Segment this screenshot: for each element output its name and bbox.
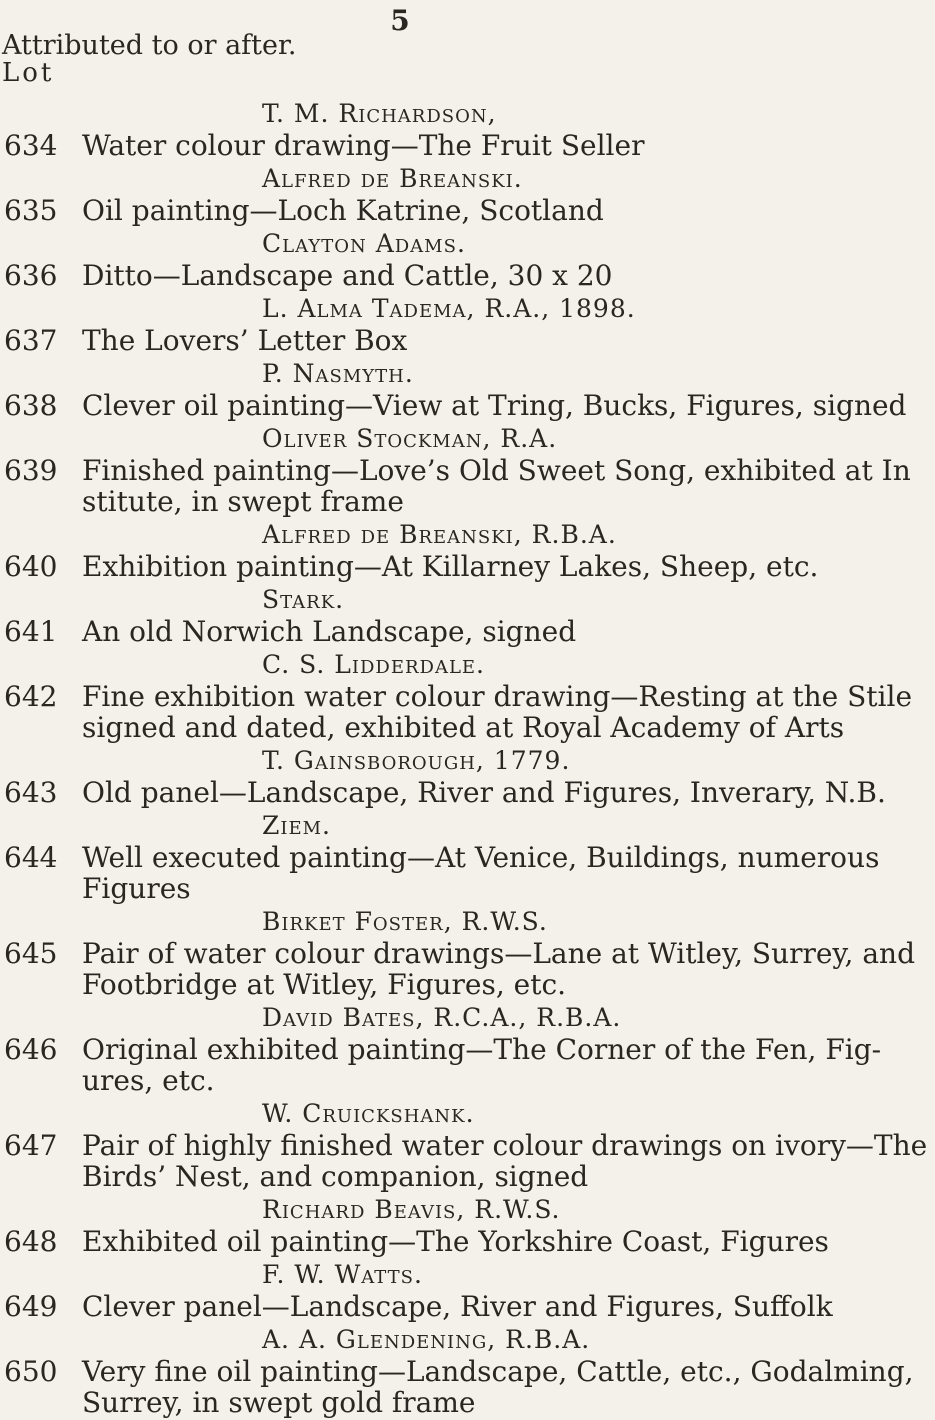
lot-description bbox=[82, 260, 800, 291]
description-line: signed and dated, exhibited at Royal Academy of Arts bbox=[82, 711, 845, 744]
description-line: Oil painting—Loch Katrine, Scotland bbox=[82, 194, 604, 227]
lot-entry bbox=[0, 163, 800, 226]
lot-description bbox=[82, 1291, 841, 1322]
lot-number: 648 bbox=[4, 1225, 58, 1258]
lot-description bbox=[82, 325, 800, 356]
artist-name: Alfred de Breanski, R.B.A. bbox=[262, 520, 617, 549]
description-line: ures, etc. bbox=[82, 1064, 215, 1097]
description-line: Original exhibited painting—The Corner of the Fen, Fig- bbox=[82, 1033, 882, 1066]
description-line: The Lovers’ Letter Box bbox=[82, 324, 408, 357]
description-line: Old panel—Landscape, River and Figures, Inverary, N.B. bbox=[82, 776, 886, 809]
description-line: Clever panel—Landscape, River and Figures, Suffolk bbox=[82, 1290, 833, 1323]
artist-name: F. W. Watts. bbox=[262, 1260, 423, 1289]
artist-name: Stark. bbox=[262, 585, 345, 614]
description-line: Pair of water colour drawings—Lane at Witley, Surrey, and bbox=[82, 937, 915, 970]
lot-description bbox=[82, 195, 800, 226]
lot-description bbox=[82, 616, 800, 647]
lot-number: 639 bbox=[4, 454, 58, 487]
artist-name: Richard Beavis, R.W.S. bbox=[262, 1195, 561, 1224]
description-line: Very fine oil painting—Landscape, Cattle, etc., Godalming, bbox=[82, 1355, 914, 1388]
lot-number: 650 bbox=[4, 1355, 58, 1388]
lot-description bbox=[82, 455, 919, 517]
lot-number: 635 bbox=[4, 194, 58, 227]
description-line: Footbridge at Witley, Figures, etc. bbox=[82, 968, 567, 1001]
description-line: An old Norwich Landscape, signed bbox=[82, 615, 577, 648]
lot-number: 643 bbox=[4, 776, 58, 809]
lot-description bbox=[82, 842, 887, 904]
artist-name: Clayton Adams. bbox=[262, 229, 466, 258]
lot-description bbox=[82, 1034, 889, 1096]
artist-name: L. Alma Tadema, R.A., 1898. bbox=[262, 294, 636, 323]
description-line: Figures bbox=[82, 872, 191, 905]
artist-name: P. Nasmyth. bbox=[262, 359, 414, 388]
lot-entry bbox=[0, 810, 880, 905]
lot-description bbox=[82, 681, 920, 743]
description-line: Exhibited oil painting—The Yorkshire Coast, Figures bbox=[82, 1225, 829, 1258]
lot-entry bbox=[0, 1324, 914, 1419]
lot-description bbox=[82, 777, 894, 808]
artist-name: W. Cruickshank. bbox=[262, 1099, 475, 1128]
header-text: Attributed to or after. bbox=[2, 30, 297, 61]
lot-number: 649 bbox=[4, 1290, 58, 1323]
lot-entry bbox=[0, 745, 886, 809]
lot-entry bbox=[0, 293, 800, 356]
lot-entry bbox=[0, 1002, 882, 1097]
description-line: Ditto—Landscape and Cattle, 30 x 20 bbox=[82, 259, 613, 292]
description-line: Finished painting—Love’s Old Sweet Song, exhibited at In bbox=[82, 454, 911, 487]
lot-number: 642 bbox=[4, 680, 58, 713]
artist-name: C. S. Lidderdale. bbox=[262, 650, 485, 679]
lot-description bbox=[82, 1226, 837, 1257]
page-number: 5 bbox=[390, 4, 410, 37]
lot-number: 640 bbox=[4, 550, 58, 583]
artist-name: A. A. Glendening, R.B.A. bbox=[262, 1325, 591, 1354]
lot-number: 637 bbox=[4, 324, 58, 357]
description-line: Surrey, in swept gold frame bbox=[82, 1386, 476, 1419]
artist-name: Oliver Stockman, R.A. bbox=[262, 424, 558, 453]
lot-entry bbox=[0, 906, 915, 1001]
artist-name: Alfred de Breanski. bbox=[262, 164, 523, 193]
artist-name: Birket Foster, R.W.S. bbox=[262, 907, 548, 936]
artist-name: David Bates, R.C.A., R.B.A. bbox=[262, 1003, 622, 1032]
lot-entry bbox=[0, 1194, 829, 1258]
lot-description bbox=[82, 390, 914, 421]
lot-description bbox=[82, 938, 923, 1000]
description-line: Fine exhibition water colour drawing—Resting at the Stile bbox=[82, 680, 913, 713]
lot-number: 634 bbox=[4, 129, 58, 162]
lot-entry bbox=[0, 584, 800, 647]
lot-number: 641 bbox=[4, 615, 58, 648]
lot-entry bbox=[0, 649, 913, 744]
description-line: Clever oil painting—View at Tring, Bucks, Figures, signed bbox=[82, 389, 907, 422]
description-line: stitute, in swept frame bbox=[82, 485, 404, 518]
lot-entry bbox=[0, 98, 800, 161]
description-line: Pair of highly finished water colour drawings on ivory—The bbox=[82, 1129, 928, 1162]
description-line: Well executed painting—At Venice, Buildings, numerous bbox=[82, 841, 880, 874]
artist-name: T. Gainsborough, 1779. bbox=[262, 746, 571, 775]
lot-description bbox=[82, 130, 800, 161]
lot-entry bbox=[0, 358, 907, 422]
lot-description bbox=[82, 1356, 922, 1418]
lot-entry bbox=[0, 228, 800, 291]
artist-name: Ziem. bbox=[262, 811, 331, 840]
lot-list bbox=[0, 98, 928, 1420]
lot-column-label: Lot bbox=[2, 58, 55, 88]
lot-entry bbox=[0, 423, 911, 518]
description-line: Birds’ Nest, and companion, signed bbox=[82, 1160, 589, 1193]
lot-number: 646 bbox=[4, 1033, 58, 1066]
lot-description bbox=[82, 551, 826, 582]
lot-number: 645 bbox=[4, 937, 58, 970]
lot-number: 636 bbox=[4, 259, 58, 292]
lot-description bbox=[82, 1130, 935, 1192]
lot-number: 644 bbox=[4, 841, 58, 874]
description-line: Water colour drawing—The Fruit Seller bbox=[82, 129, 645, 162]
lot-entry bbox=[0, 519, 819, 583]
lot-entry bbox=[0, 1259, 833, 1323]
lot-number: 638 bbox=[4, 389, 58, 422]
description-line: Exhibition painting—At Killarney Lakes, Sheep, etc. bbox=[82, 550, 819, 583]
lot-number: 647 bbox=[4, 1129, 58, 1162]
lot-entry bbox=[0, 1098, 928, 1193]
artist-name: T. M. Richardson, bbox=[262, 99, 497, 128]
